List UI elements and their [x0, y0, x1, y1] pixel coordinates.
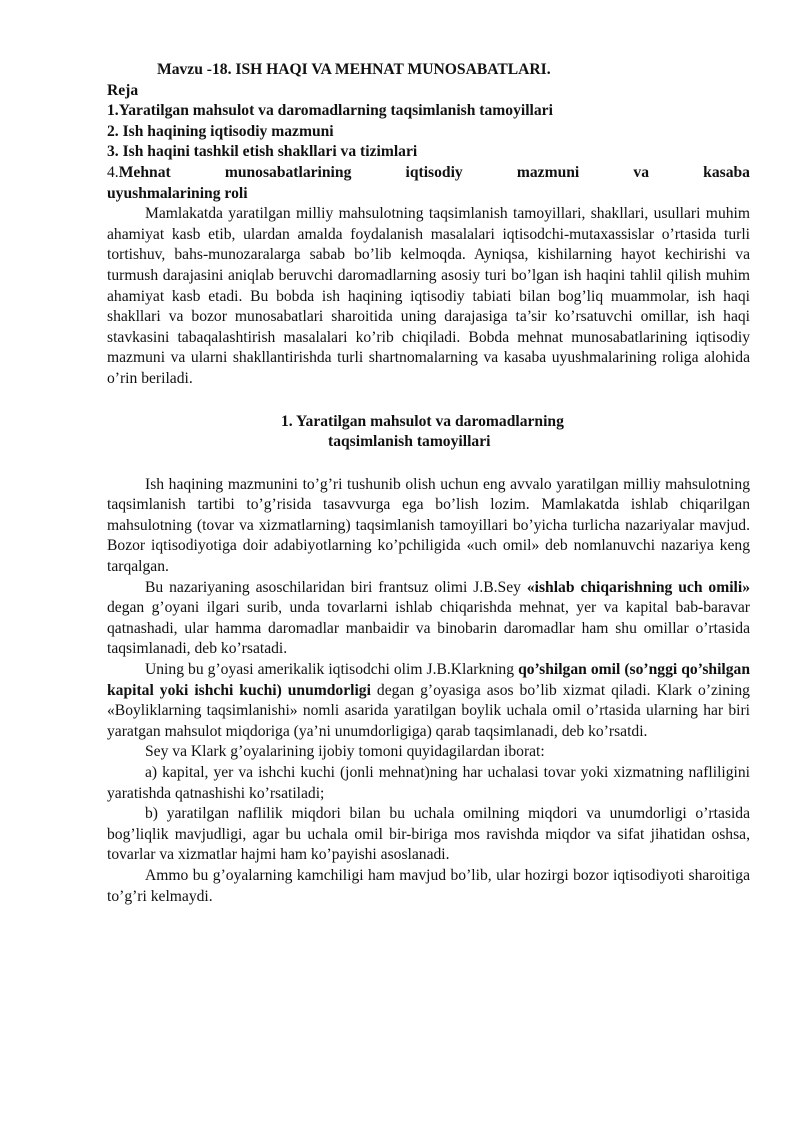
page-title: Mavzu -18. ISH HAQI VA MEHNAT MUNOSABATLARI. [157, 61, 551, 78]
body-paragraph: Uning bu g’oyasi amerikalik iqtisodchi olim J.B.Klarkning qo’shilgan omil (so’nggi qo’shilgan kapital yoki ishchi kuchi) unumdorligi degan g’oyasiga asos bo’lib xizmat qiladi. Klark o’zining «Boyliklarning taqsimlanishi» nomli asarida yaratilgan boylik uchala omil o’rtasida ularning har biri yaratgan mahsulot miqdoriga (ya’ni unumdorligiga) qarab taqsimlanadi, deb ko’rsatdi. [107, 661, 751, 740]
document-page [107, 60, 750, 907]
section-heading-line-2: taqsimlanish tamoyillari [328, 433, 491, 451]
plan-item-4 [107, 163, 750, 184]
plan-item-4-continued: uyushmalarining roli [107, 184, 248, 202]
plan-item-2: 2. Ish haqining iqtisodiy mazmuni [107, 122, 334, 140]
body-paragraph: Bu nazariyaning asoschilaridan biri frantsuz olimi J.B.Sey «ishlab chiqarishning uch omili» degan g’oyani ilgari surib, unda tovarlarni ishlab chiqarishda mehnat, yer va kapital bab-baravar qatnashadi, ular hamma daromadlar manbaidir va binobarin daromadlar ham shu omillar o’rtasida taqsimlanadi, deb ko’rsatadi. [107, 578, 750, 658]
plan-item-4-first: 4.Mehnat [107, 163, 171, 181]
plan-item-4-word: mazmuni [516, 163, 580, 181]
emphasis-text: qo’shilgan omil (so’nggi qo’shilgan kapital yoki ishchi kuchi) unumdorligi [107, 661, 751, 699]
plan-item-4-word: va [633, 163, 650, 181]
body-paragraph: Ish haqining mazmunini to’g’ri tushunib olish uchun eng avvalo yaratilgan milliy mahsulotning taqsimlanish tartibi to’g’risida tasavvurga ega bo’lish lozim. Mamlakatda ishlab chiqarilgan mahsulotning (tovar va xizmatlarning) taqsimlanish tamoyillari bo’yicha turlicha nazariyalar mavjud. Bozor iqtisodiyotiga doir adabiyotlarning ko’pchiligida «uch omil» deb nomlanuvchi nazariya keng tarqalgan. [107, 475, 750, 576]
list-item-a: a) kapital, yer va ishchi kuchi (jonli mehnat)ning har uchalasi tovar yoki xizmatning nafliligini yaratishda qatnashishi ko’rsatiladi; [107, 764, 750, 802]
body-paragraph: Sey va Klark g’oyalarining ijobiy tomoni quyidagilardan iborat: [145, 743, 545, 761]
plan-item-4-word: iqtisodiy [405, 163, 463, 181]
plan-item-4-word: kasaba [703, 163, 750, 181]
list-item-b: b) yaratilgan naflilik miqdori bilan bu uchala omilning miqdori va unumdorligi o’rtasida bog’liqlik mavjudligi, agar bu uchala omil bir-biriga mos ravishda miqdor va sifat jihatidan oshsa, tovarlar va xizmatlar hajmi ham ko’payishi asoslanadi. [107, 805, 750, 864]
emphasis-text: «ishlab chiqarishning uch omili» [526, 578, 750, 596]
plan-item-3: 3. Ish haqini tashkil etish shakllari va tizimlari [107, 143, 418, 161]
body-paragraph: Ammo bu g’oyalarning kamchiligi ham mavjud bo’lib, ular hozirgi bozor iqtisodiyoti sharoitiga to’g’ri kelmaydi. [107, 866, 750, 905]
plan-heading: Reja [107, 81, 139, 99]
plan-item-1: 1.Yaratilgan mahsulot va daromadlarning taqsimlanish tamoyillari [107, 102, 553, 120]
section-heading-line-1: 1. Yaratilgan mahsulot va daromadlarning [281, 412, 564, 430]
plan-item-4-word: munosabatlarining [224, 163, 352, 181]
intro-paragraph: Mamlakatda yaratilgan milliy mahsulotning taqsimlanish tamoyillari, shakllari, usullari muhim ahamiyat kasb etib, ulardan amalda foydalanish masalalari iqtisodchi-mutaxassislar o’rtasida turli tortishuv, bahs-munozaralarga sabab bo’lib kelmoqda. Ayniqsa, kishilarning hayot kechirishi va turmush darajasini aniqlab beruvchi daromadlarning asosiy turi bo’lgan ish haqini tahlil qilish muhim ahamiyat kasb etadi. Bu bobda ish haqining iqtisodiy tabiati bilan bog’liq muammolar, ish haqi shakllari va bozor munosabatlari sharoitida uning darajasiga ta’sir ko’rsatuvchi omillar, ish haqi stavkasini tabaqalashtirish masalalari ko’rib chiqiladi. Bobda mehnat munosabatlarining iqtisodiy mazmuni va ularni shakllantirishda turli shartnomalarning va kasaba uyushmalarining roliga alohida o’rin beriladi. [107, 205, 750, 387]
section-heading [107, 412, 750, 453]
